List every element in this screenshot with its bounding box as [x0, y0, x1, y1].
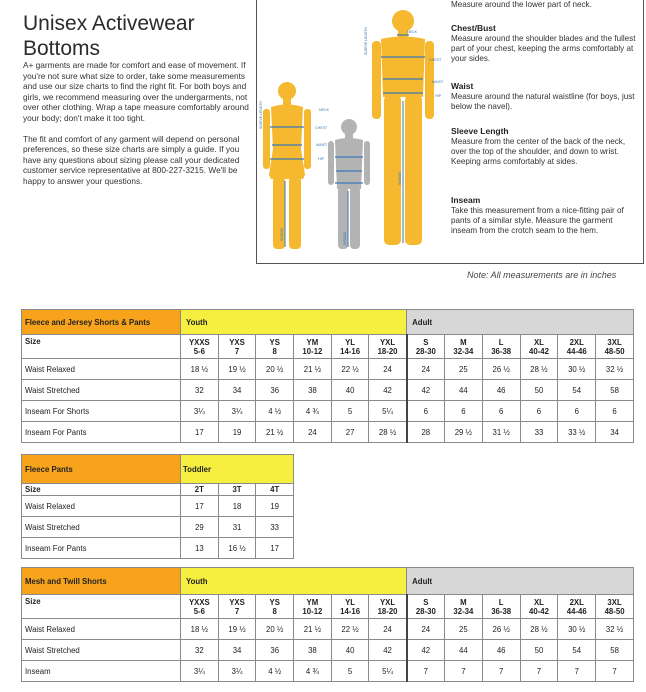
- table-row: [22, 640, 634, 661]
- measurement-item: [451, 81, 637, 112]
- row-label: Waist Stretched: [22, 640, 181, 661]
- value-cell: 5: [331, 661, 369, 682]
- measurement-description: Measure around the lower part of neck.: [451, 0, 592, 9]
- measurement-description: Take this measurement from a nice-fitting pair of pants of a similar style. Measure the garment inseam from the crotch seam to the hem.: [451, 206, 624, 236]
- value-cell: 20 ½: [256, 359, 294, 380]
- group-adult: Adult: [407, 568, 634, 595]
- figures-illustration: [257, 0, 451, 263]
- value-cell: 40: [331, 640, 369, 661]
- value-cell: 38: [294, 380, 332, 401]
- value-cell: 38: [294, 640, 332, 661]
- value-cell: 3¼: [218, 661, 256, 682]
- value-cell: 54: [558, 640, 596, 661]
- value-cell: 22 ½: [331, 619, 369, 640]
- size-cell: YM 10-12: [294, 335, 332, 359]
- size-cell: 4T: [256, 484, 294, 496]
- value-cell: 25: [444, 619, 482, 640]
- value-cell: 7: [444, 661, 482, 682]
- table-row: [22, 401, 634, 422]
- size-cell: YL 14-16: [331, 595, 369, 619]
- value-cell: 16 ½: [218, 538, 256, 559]
- value-cell: 26 ½: [482, 619, 520, 640]
- size-cell: S 28-30: [407, 595, 445, 619]
- value-cell: 54: [558, 380, 596, 401]
- page-title-line2: Bottoms: [23, 37, 101, 60]
- inseam-label: INSEAM: [280, 228, 284, 241]
- size-label: Size: [22, 484, 181, 496]
- neck-label: NECK: [407, 30, 417, 34]
- value-cell: 19 ½: [218, 619, 256, 640]
- measurement-name: Waist: [451, 81, 474, 91]
- value-cell: 34: [218, 380, 256, 401]
- row-label: Waist Stretched: [22, 517, 181, 538]
- value-cell: 24: [369, 619, 407, 640]
- value-cell: 33: [520, 422, 558, 443]
- value-cell: 20 ½: [256, 619, 294, 640]
- size-table-mesh-twill: [21, 567, 634, 682]
- group-toddler: Toddler: [181, 455, 294, 484]
- value-cell: 18: [218, 496, 256, 517]
- size-cell: YM 10-12: [294, 595, 332, 619]
- value-cell: 28 ½: [520, 359, 558, 380]
- size-cell: YS 8: [256, 335, 294, 359]
- measurement-name: Chest/Bust: [451, 23, 496, 33]
- value-cell: 21 ½: [256, 422, 294, 443]
- value-cell: 7: [558, 661, 596, 682]
- value-cell: 50: [520, 380, 558, 401]
- measurement-item: [451, 0, 637, 10]
- size-cell: L 36-38: [482, 335, 520, 359]
- value-cell: 6: [558, 401, 596, 422]
- value-cell: 36: [256, 380, 294, 401]
- value-cell: 6: [520, 401, 558, 422]
- value-cell: 42: [369, 640, 407, 661]
- size-cell: YXL 18-20: [369, 595, 407, 619]
- value-cell: 58: [596, 380, 634, 401]
- value-cell: 24: [407, 619, 445, 640]
- row-label: Waist Relaxed: [22, 359, 181, 380]
- group-youth: Youth: [181, 568, 407, 595]
- value-cell: 18 ½: [181, 359, 219, 380]
- table-header-row: [22, 455, 294, 484]
- sleeve-length-label: SLEEVE LENGTH: [259, 101, 263, 129]
- inseam-label: INSEAM: [398, 172, 402, 185]
- value-cell: 6: [444, 401, 482, 422]
- value-cell: 58: [596, 640, 634, 661]
- intro-paragraph: The fit and comfort of any garment will depend on personal preferences, so these size charts are simply a guide. If you have any questions about sizing please call your dedicated customer service representative at 800-227-3215. We'll be happy to answer your questions.: [23, 133, 240, 186]
- size-cell: XL 40-42: [520, 595, 558, 619]
- chest-label: CHEST: [315, 126, 328, 130]
- table-row: [22, 517, 294, 538]
- group-adult: Adult: [407, 310, 634, 335]
- table-header-row: [22, 568, 634, 595]
- child-figure-icon: [328, 119, 370, 249]
- measurement-figures: [257, 0, 451, 263]
- value-cell: 40: [331, 380, 369, 401]
- sleeve-length-label: SLEEVE LENGTH: [364, 27, 368, 55]
- value-cell: 28 ½: [520, 619, 558, 640]
- row-label: Waist Relaxed: [22, 619, 181, 640]
- size-cell: 3XL 48-50: [596, 595, 634, 619]
- measurement-item: [451, 23, 637, 65]
- table-row: [22, 422, 634, 443]
- size-cell: YXL 18-20: [369, 335, 407, 359]
- value-cell: 7: [407, 661, 445, 682]
- value-cell: 32 ½: [596, 359, 634, 380]
- value-cell: 50: [520, 640, 558, 661]
- value-cell: 3¼: [181, 401, 219, 422]
- value-cell: 32 ½: [596, 619, 634, 640]
- value-cell: 46: [482, 640, 520, 661]
- size-cell: 3XL 48-50: [596, 335, 634, 359]
- value-cell: 4 ¾: [294, 661, 332, 682]
- value-cell: 34: [596, 422, 634, 443]
- woman-figure-icon: [263, 82, 311, 249]
- hip-label: HIP: [435, 94, 441, 98]
- row-label: Inseam For Pants: [22, 422, 181, 443]
- category-title: Fleece Pants: [22, 455, 181, 484]
- value-cell: 42: [407, 640, 445, 661]
- value-cell: 24: [294, 422, 332, 443]
- value-cell: 7: [596, 661, 634, 682]
- size-cell: YL 14-16: [331, 335, 369, 359]
- row-label: Inseam For Shorts: [22, 401, 181, 422]
- size-row: [22, 595, 634, 619]
- man-figure-icon: [372, 10, 434, 245]
- value-cell: 21 ½: [294, 619, 332, 640]
- value-cell: 6: [407, 401, 445, 422]
- value-cell: 34: [218, 640, 256, 661]
- page-title-line1: Unisex Activewear: [23, 12, 195, 35]
- value-cell: 17: [181, 496, 219, 517]
- size-cell: M 32-34: [444, 595, 482, 619]
- table-header-row: [22, 310, 634, 335]
- value-cell: 33: [256, 517, 294, 538]
- value-cell: 36: [256, 640, 294, 661]
- table-row: [22, 380, 634, 401]
- value-cell: 17: [181, 422, 219, 443]
- table-row: [22, 619, 634, 640]
- value-cell: 7: [520, 661, 558, 682]
- hip-label: HIP: [318, 157, 324, 161]
- size-label: Size: [22, 335, 181, 359]
- size-cell: 3T: [218, 484, 256, 496]
- value-cell: 28: [407, 422, 445, 443]
- measurement-item: [451, 195, 637, 237]
- measurement-name: Sleeve Length: [451, 126, 509, 136]
- table-row: [22, 496, 294, 517]
- chest-label: CHEST: [429, 58, 442, 62]
- value-cell: 44: [444, 380, 482, 401]
- value-cell: 24: [369, 359, 407, 380]
- size-cell: YXXS 5-6: [181, 595, 219, 619]
- waist-label: WAIST: [432, 80, 444, 84]
- value-cell: 28 ½: [369, 422, 407, 443]
- page-title: [23, 11, 253, 61]
- size-cell: YS 8: [256, 595, 294, 619]
- size-row: [22, 335, 634, 359]
- neck-label: NECK: [319, 108, 329, 112]
- value-cell: 26 ½: [482, 359, 520, 380]
- measurement-description: Measure around the natural waistline (for boys, just below the navel).: [451, 92, 635, 112]
- size-cell: YXS 7: [218, 335, 256, 359]
- value-cell: 29 ½: [444, 422, 482, 443]
- value-cell: 19: [256, 496, 294, 517]
- size-table-fleece-jersey: [21, 309, 634, 443]
- intro-text: [23, 60, 251, 187]
- value-cell: 31 ½: [482, 422, 520, 443]
- measurement-note: Note: All measurements are in inches: [467, 270, 617, 280]
- category-title: Fleece and Jersey Shorts & Pants: [22, 310, 181, 335]
- size-cell: 2T: [181, 484, 219, 496]
- table-row: [22, 661, 634, 682]
- value-cell: 24: [407, 359, 445, 380]
- row-label: Waist Stretched: [22, 380, 181, 401]
- value-cell: 19: [218, 422, 256, 443]
- size-cell: 2XL 44-46: [558, 595, 596, 619]
- value-cell: 30 ½: [558, 359, 596, 380]
- value-cell: 3¼: [218, 401, 256, 422]
- value-cell: 18 ½: [181, 619, 219, 640]
- size-cell: XL 40-42: [520, 335, 558, 359]
- size-cell: YXS 7: [218, 595, 256, 619]
- value-cell: 5¼: [369, 401, 407, 422]
- size-cell: S 28-30: [407, 335, 445, 359]
- row-label: Waist Relaxed: [22, 496, 181, 517]
- value-cell: 22 ½: [331, 359, 369, 380]
- value-cell: 5¼: [369, 661, 407, 682]
- row-label: Inseam For Pants: [22, 538, 181, 559]
- value-cell: 6: [482, 401, 520, 422]
- value-cell: 13: [181, 538, 219, 559]
- value-cell: 30 ½: [558, 619, 596, 640]
- value-cell: 31: [218, 517, 256, 538]
- value-cell: 7: [482, 661, 520, 682]
- measurement-description: Measure around the shoulder blades and the fullest part of your chest, keeping the arms comfortably at your sides.: [451, 34, 636, 64]
- value-cell: 32: [181, 380, 219, 401]
- measurement-guide: [256, 0, 644, 264]
- value-cell: 32: [181, 640, 219, 661]
- value-cell: 4 ½: [256, 401, 294, 422]
- value-cell: 25: [444, 359, 482, 380]
- row-label: Inseam: [22, 661, 181, 682]
- group-youth: Youth: [181, 310, 407, 335]
- value-cell: 42: [407, 380, 445, 401]
- measurement-item: [451, 126, 637, 168]
- value-cell: 5: [331, 401, 369, 422]
- measurement-description: Measure from the center of the back of the neck, over the top of the shoulder, and down to wrist. Keeping arms comfortably at sides.: [451, 137, 626, 167]
- measurement-name: Inseam: [451, 195, 481, 205]
- size-cell: YXXS 5-6: [181, 335, 219, 359]
- waist-label: WAIST: [316, 143, 328, 147]
- table-row: [22, 359, 634, 380]
- value-cell: 19 ½: [218, 359, 256, 380]
- inseam-label: INSEAM: [343, 232, 347, 245]
- value-cell: 3¼: [181, 661, 219, 682]
- value-cell: 46: [482, 380, 520, 401]
- size-label: Size: [22, 595, 181, 619]
- size-cell: 2XL 44-46: [558, 335, 596, 359]
- size-table-fleece-pants: [21, 454, 294, 559]
- value-cell: 21 ½: [294, 359, 332, 380]
- value-cell: 33 ½: [558, 422, 596, 443]
- value-cell: 27: [331, 422, 369, 443]
- table-row: [22, 538, 294, 559]
- size-cell: L 36-38: [482, 595, 520, 619]
- size-cell: M 32-34: [444, 335, 482, 359]
- value-cell: 4 ¾: [294, 401, 332, 422]
- size-row: [22, 484, 294, 496]
- category-title: Mesh and Twill Shorts: [22, 568, 181, 595]
- value-cell: 42: [369, 380, 407, 401]
- value-cell: 6: [596, 401, 634, 422]
- value-cell: 44: [444, 640, 482, 661]
- intro-paragraph: A+ garments are made for comfort and ease of movement. If you're not sure what size to order, take some measurements and use our size charts to find the right fit. For both boys and girls, we recommend measuring over the undergarments, not over other clothing. Wrap a tape measure comfortably around your body; don't make it too tight.: [23, 60, 249, 123]
- value-cell: 4 ½: [256, 661, 294, 682]
- value-cell: 29: [181, 517, 219, 538]
- value-cell: 17: [256, 538, 294, 559]
